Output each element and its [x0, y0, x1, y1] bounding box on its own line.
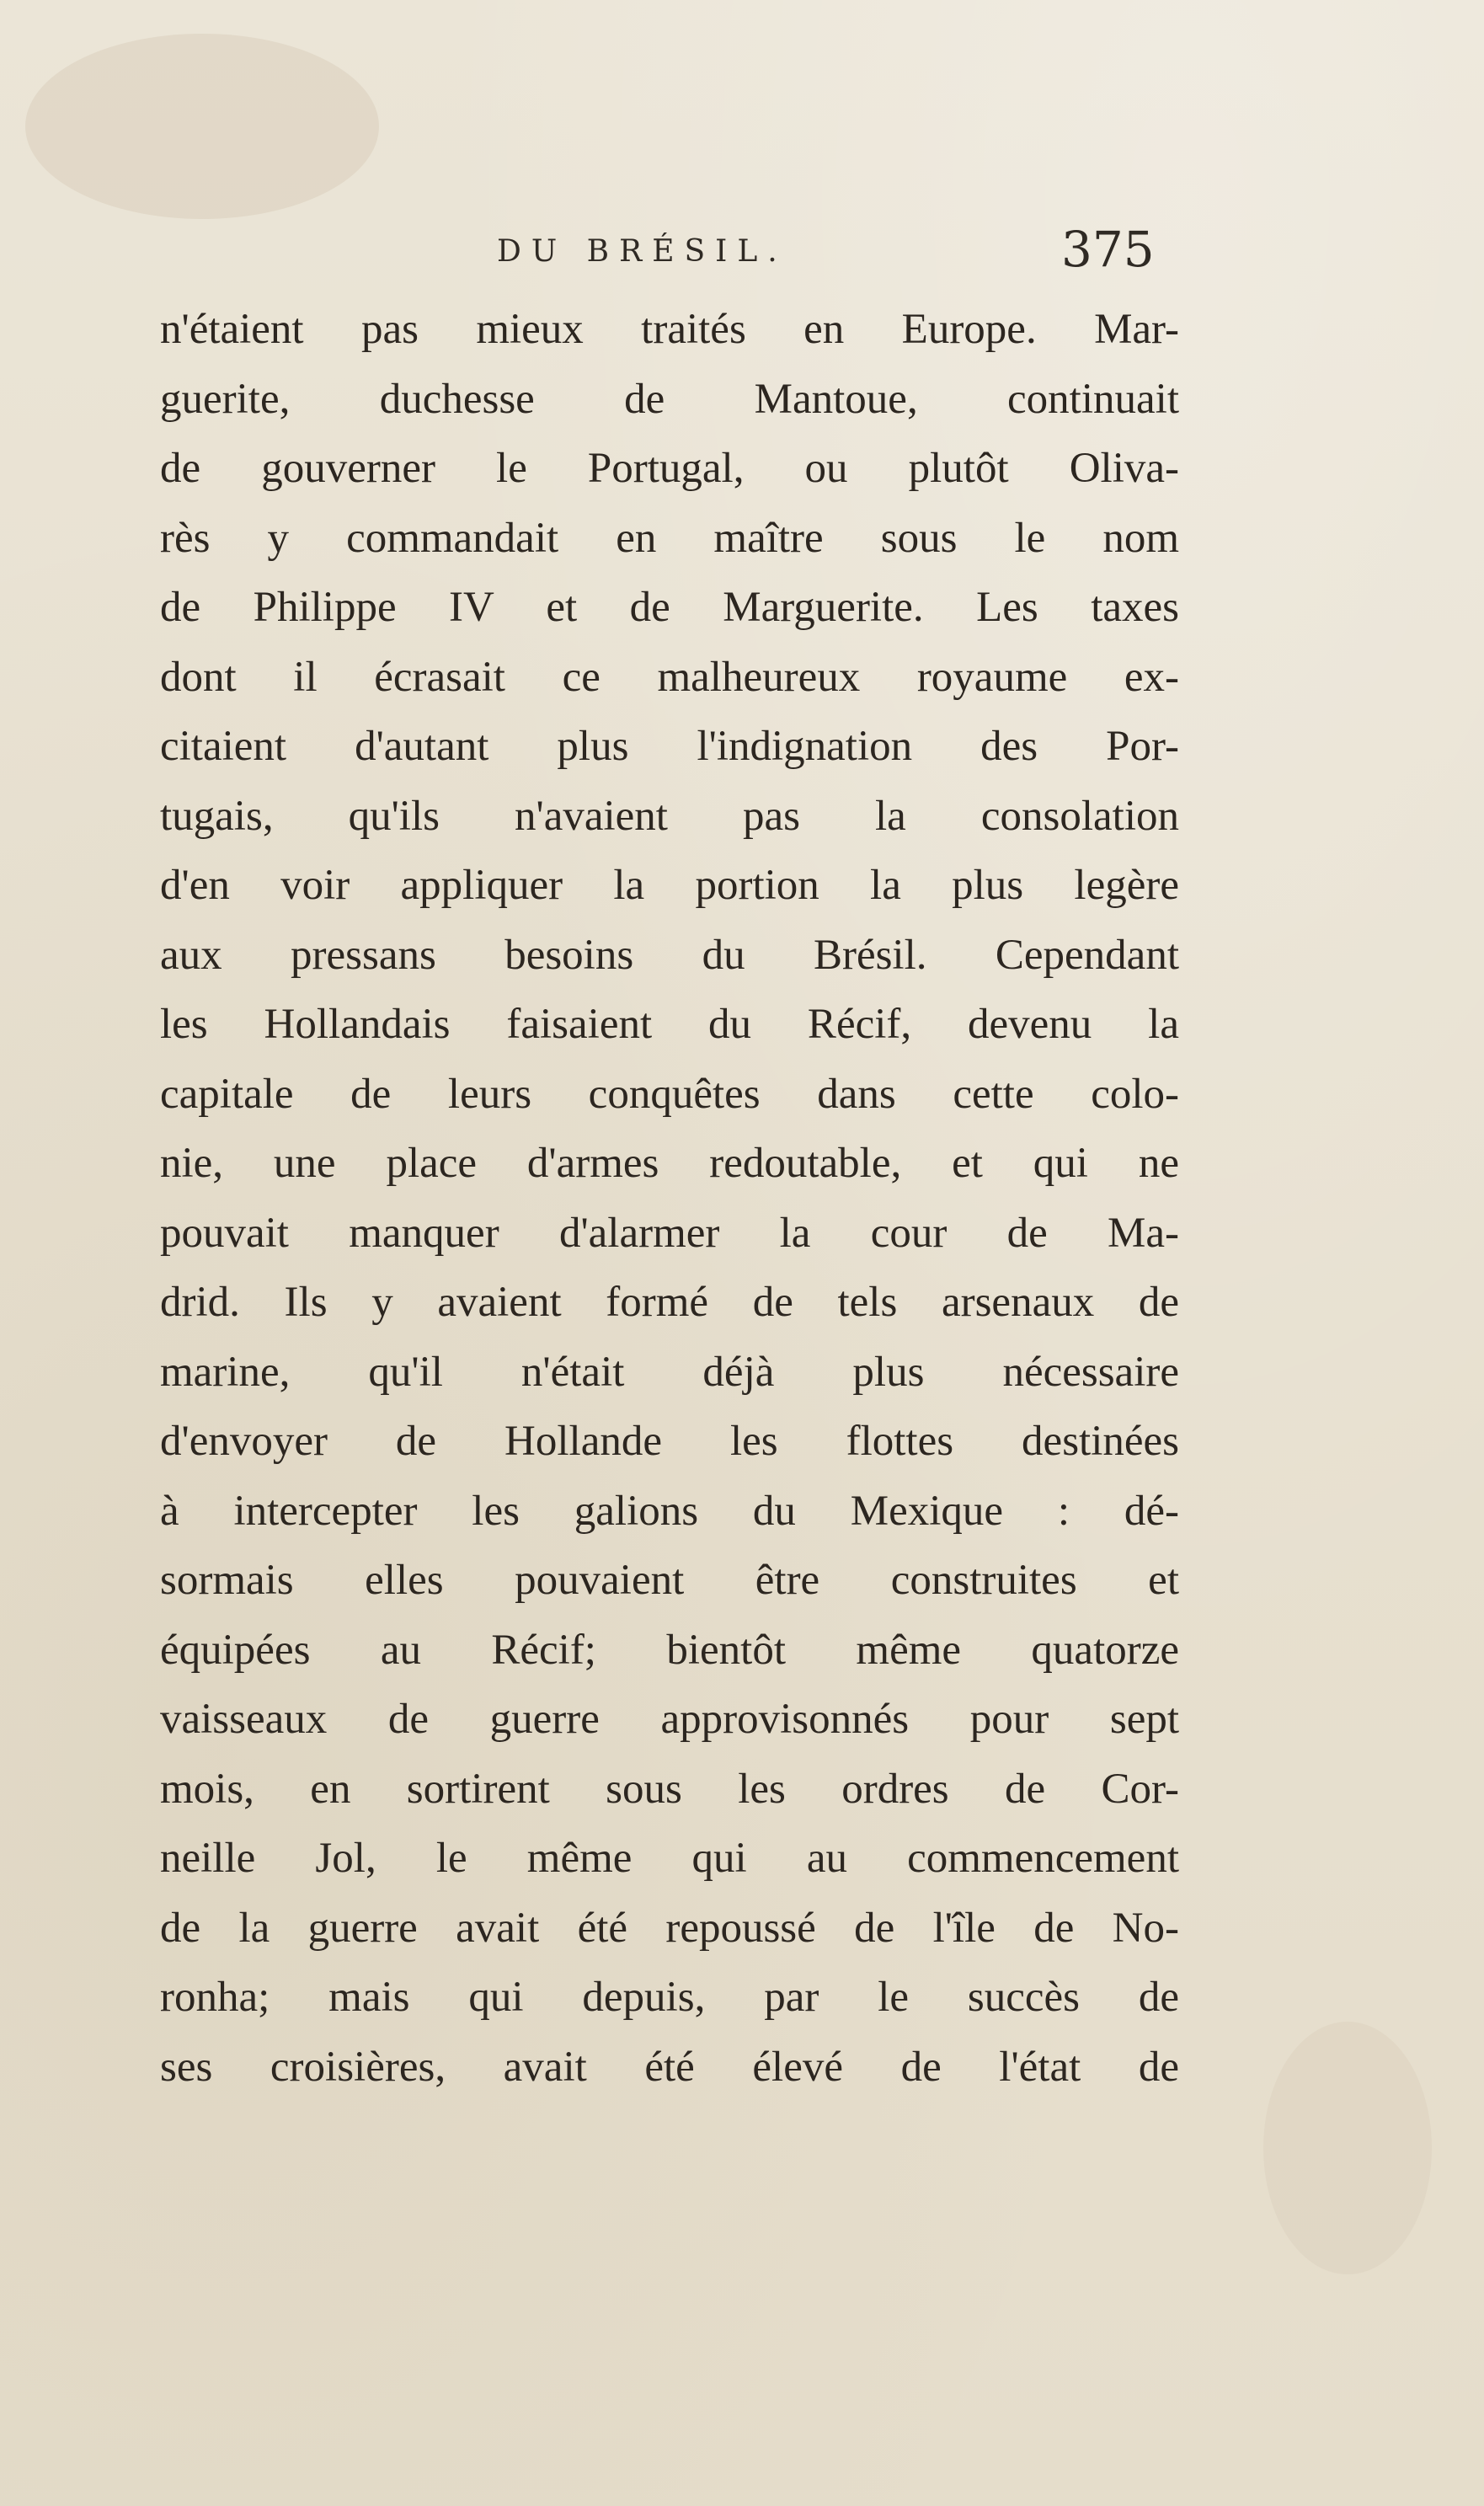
text-line: ronha; mais qui depuis, par le succès de [160, 1974, 1179, 2021]
text-line: de gouverner le Portugal, ou plutôt Oliva- [160, 445, 1179, 492]
text-line: neille Jol, le même qui au commencement [160, 1835, 1179, 1882]
text-line: capitale de leurs conquêtes dans cette colo- [160, 1070, 1179, 1118]
text-line: tugais, qu'ils n'avaient pas la consolation [160, 792, 1179, 840]
page-header [160, 221, 1171, 288]
text-line: guerite, duchesse de Mantoue, continuait [160, 375, 1179, 423]
text-line: d'en voir appliquer la portion la plus legère [160, 862, 1179, 909]
text-line: aux pressans besoins du Brésil. Cependant [160, 931, 1179, 979]
text-line: équipées au Récif; bientôt même quatorze [160, 1626, 1179, 1674]
text-line: citaient d'autant plus l'indignation des Por- [160, 723, 1179, 770]
paper-stain [1263, 2022, 1432, 2274]
text-line: nie, une place d'armes redoutable, et qui ne [160, 1140, 1179, 1187]
text-line: de Philippe IV et de Marguerite. Les taxes [160, 584, 1179, 631]
text-line: ses croisières, avait été élevé de l'état de [160, 2043, 1179, 2091]
text-line: dont il écrasait ce malheureux royaume ex- [160, 653, 1179, 701]
text-line: à intercepter les galions du Mexique : dé- [160, 1487, 1179, 1535]
running-head: DU BRÉSIL. [497, 234, 787, 269]
text-line: pouvait manquer d'alarmer la cour de Ma- [160, 1209, 1179, 1257]
text-line: rès y commandait en maître sous le nom [160, 514, 1179, 562]
body-text [160, 295, 1179, 2102]
text-line: vaisseaux de guerre approvisonnés pour sept [160, 1696, 1179, 1743]
text-line: mois, en sortirent sous les ordres de Cor- [160, 1765, 1179, 1813]
text-line: n'étaient pas mieux traités en Europe. Mar- [160, 306, 1179, 353]
text-line: drid. Ils y avaient formé de tels arsenaux de [160, 1279, 1179, 1326]
text-line: de la guerre avait été repoussé de l'île de No- [160, 1904, 1179, 1952]
paper-stain [25, 34, 379, 219]
text-line: marine, qu'il n'était déjà plus nécessaire [160, 1348, 1179, 1396]
text-line: les Hollandais faisaient du Récif, devenu la [160, 1001, 1179, 1048]
text-line: sormais elles pouvaient être construites et [160, 1557, 1179, 1604]
text-line: d'envoyer de Hollande les flottes destinées [160, 1418, 1179, 1465]
page-number: 375 [1061, 221, 1155, 278]
